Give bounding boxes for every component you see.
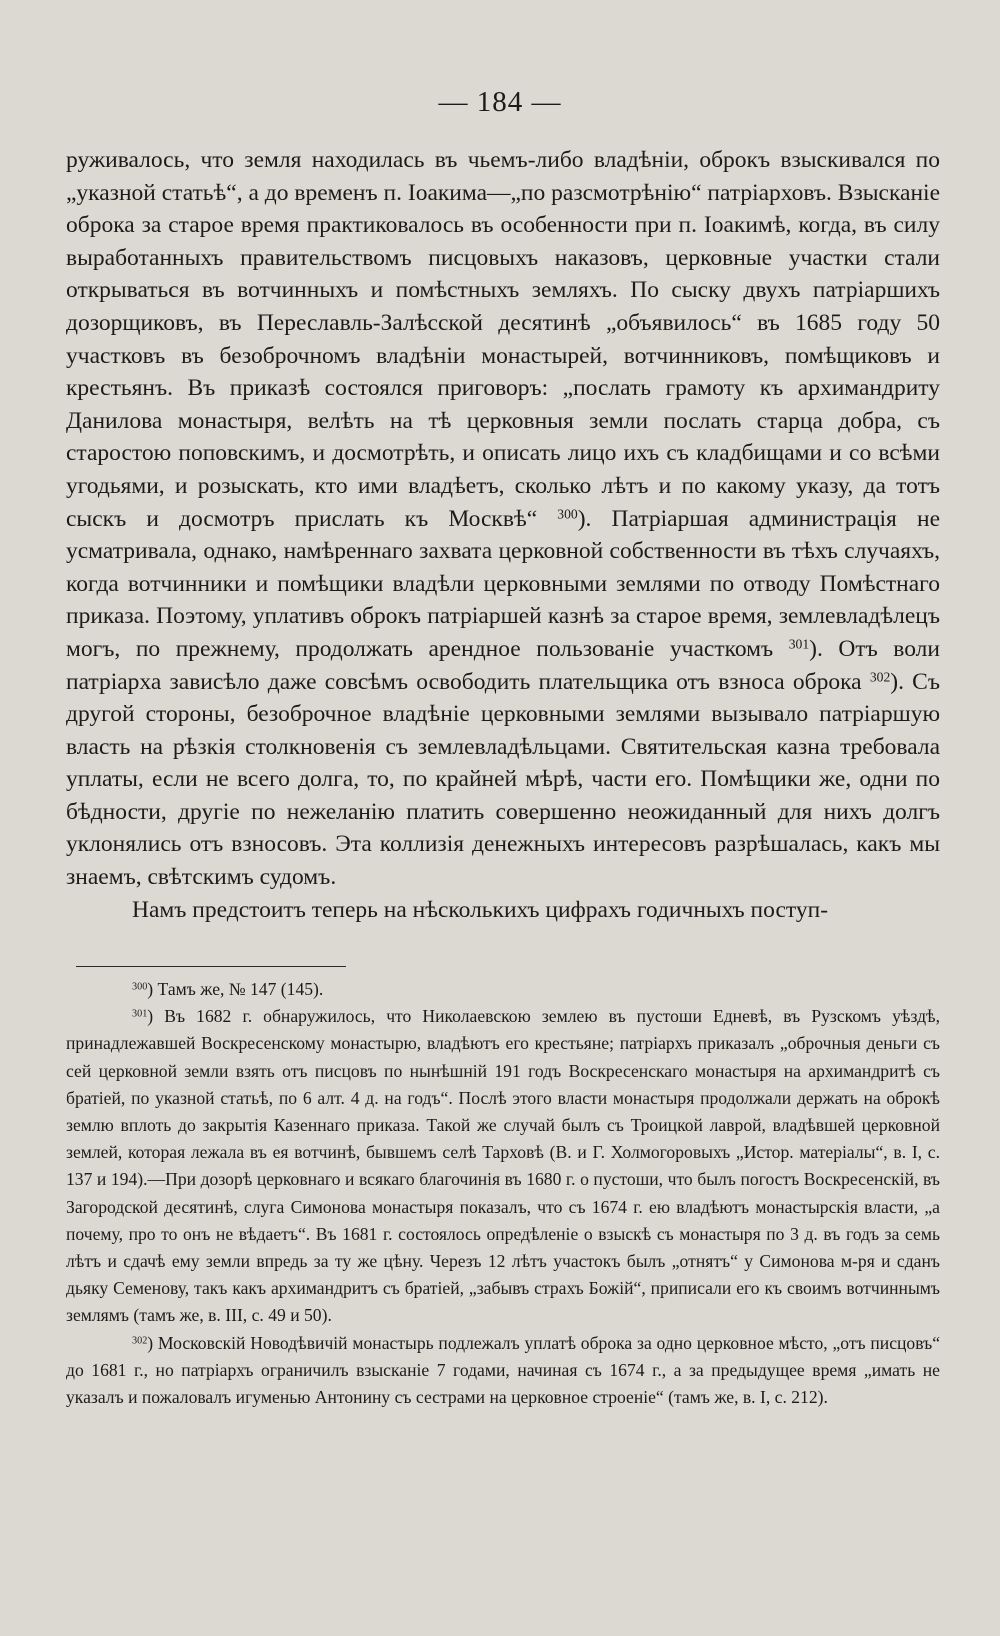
footnote-ref: 300 [557,506,578,522]
footnote-number: 302 [132,1335,148,1347]
footnotes [66,976,940,1411]
text-segment: ). Съ другой стороны, безоброчное владѣніе церковными землями вызывало патріаршую власть на рѣзкія столкновенія съ землевладѣльцами. Святительская казна требовала уплаты, если не всего долга, то, по крайней мѣрѣ, части его. Помѣщики же, одни по бѣдности, другіе по нежеланію платить совершенно неожиданный для нихъ долгъ уклонялись отъ взносовъ. Эта коллизія денежныхъ интересовъ разрѣшалась, какъ мы знаемъ, свѣтскимъ судомъ. [66,668,940,891]
footnote [66,1330,940,1412]
footnote-ref: 301 [788,636,810,652]
footnote [66,1003,940,1329]
text-segment: ). Патріаршая администрація не усматривала, однако, намѣреннаго захвата церковной собственности въ тѣхъ случаяхъ, когда вотчинники и помѣщики владѣли церковными землями по отводу Помѣстнаго приказа. Поэтому, уплативъ оброкъ патріаршей казнѣ за старое время, землевладѣлецъ могъ, по прежнему, продолжать арендное пользованіе участкомъ [66,505,940,662]
text-segment: руживалось, что земля находилась въ чьемъ-либо владѣніи, оброкъ взыскивался по „указной статьѣ“, а до временъ п. Іоакима—„по разсмотрѣнію“ патріарховъ. Взысканіе оброка за старое время практиковалось въ особенности при п. Іоакимѣ, когда, въ силу выработанныхъ правительствомъ писцовыхъ наказовъ, церковные участки стали открываться въ вотчинныхъ и помѣстныхъ земляхъ. По сыску двухъ патріаршихъ дозорщиковъ, въ Переславль-Залѣсской десятинѣ „объявилось“ въ 1685 году 50 участковъ въ безоброчномъ владѣніи монастырей, вотчинниковъ, помѣщиковъ и крестьянъ. Въ приказѣ состоялся приговоръ: „послать грамоту къ архимандриту Данилова монастыря, велѣть на тѣ церковныя земли послать старца добра, съ старостою поповскимъ, и досмотрѣть, и описать лицо ихъ съ кладбищами и со всѣми угодьями, и розыскать, кто ими владѣетъ, сколько лѣтъ и по какому указу, да тотъ сыскъ и досмотръ прислать къ Москвѣ“ [66,147,941,532]
main-text [66,144,940,926]
footnote [66,976,940,1003]
paragraph: Намъ предстоитъ теперь на нѣсколькихъ цифрахъ годичныхъ поступ- [132,896,829,923]
text-segment: ). Отъ воли патріарха зависѣло даже совсѣмъ освободить плательщика отъ взноса оброка [66,635,940,695]
footnote-number: 301 [132,1008,148,1020]
footnote-number: 300 [132,981,148,993]
footnote-ref: 302 [869,669,891,685]
footnote-text: ) Въ 1682 г. обнаружилось, что Николаевскою землею въ пустоши Едневѣ, въ Рузскомъ уѣздѣ, принадлежавшей Воскресенскому монастырю, владѣютъ его крестьяне; патріархъ приказалъ „оброчныя деньги съ сей церковной земли взять отъ писцовъ по нынѣшній 191 годъ Воскресенскаго монастыря на архимандритѣ съ братіей, по указной статьѣ, по 6 алт. 4 д. на годъ“. Послѣ этого власти монастыря продолжали держать на оброкѣ землю вплоть до закрытія Казеннаго приказа. Такой же случай былъ съ Троицкой лаврой, владѣвшей церковной землей, которая лежала въ ея вотчинѣ, бывшемъ селѣ Тарховѣ (В. и Г. Холмогоровыхъ „Истор. матеріалы“, в. I, с. 137 и 194).—При дозорѣ церковнаго и всякаго благочинія въ 1680 г. о пустоши, что былъ погостъ Воскресенскій, въ Загородской десятинѣ, слуга Симонова монастыря показалъ, что съ 1674 г. ею владѣютъ монастырскія власти, „а почему, про то онъ не вѣдаетъ“. Въ 1681 г. состоялось опредѣленіе о взыскѣ съ монастыря по 3 д. въ годъ за семь лѣтъ и сдачѣ ему земли впредь за ту же цѣну. Черезъ 12 лѣтъ участокъ былъ „отнятъ“ у Симонова м-ря и сданъ дьяку Семенову, такъ какъ архимандритъ съ братіей, „забывъ страхъ Божій“, приписали его къ своимъ вотчиннымъ землямъ (тамъ же, в. III, с. 49 и 50). [66,1006,940,1326]
footnote-text: ) Московскій Новодѣвичій монастырь подлежалъ уплатѣ оброка за одно церковное мѣсто, „отъ писцовъ“ до 1681 г., но патріархъ ограничилъ взысканіе 7 годами, начиная съ 1674 г., а за предыдущее время „имать не указалъ и пожаловалъ игуменью Антонину съ сестрами на церковное строеніе“ (тамъ же, в. I, с. 212). [66,1332,940,1408]
footnote-text: ) Тамъ же, № 147 (145). [147,979,324,999]
footnote-separator [76,966,346,967]
page-number: — 184 — [438,86,562,118]
paragraph [66,144,940,894]
